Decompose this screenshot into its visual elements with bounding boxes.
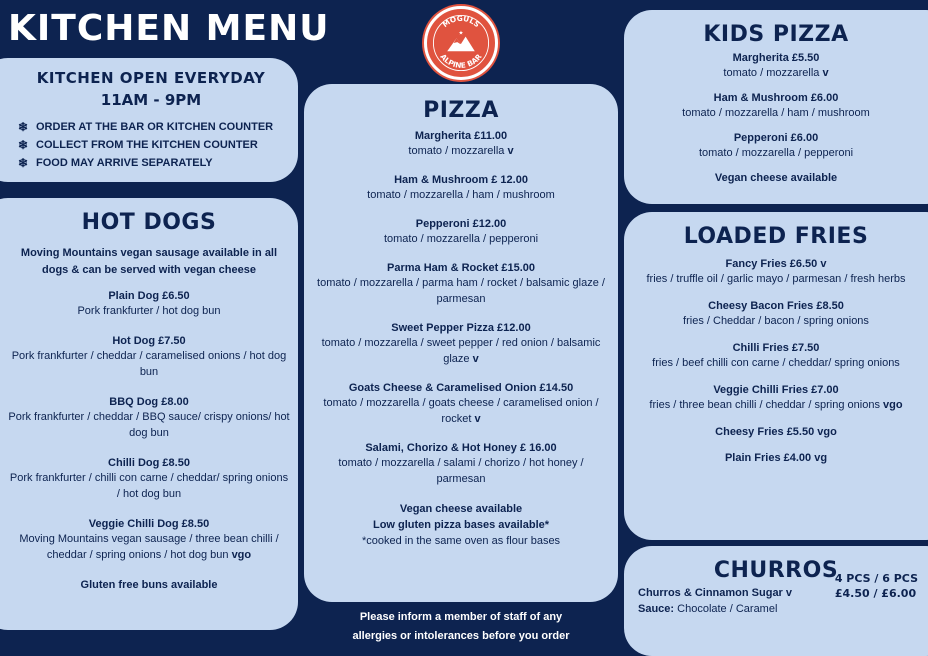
item-desc: tomato / mozzarella / sweet pepper / red onion / balsamic glaze v bbox=[321, 337, 601, 365]
churros-prices: £4.50 / £6.00 bbox=[834, 587, 917, 600]
diet-tag: v bbox=[507, 145, 514, 157]
item-name: BBQ Dog £8.00 bbox=[109, 396, 189, 408]
svg-text:ALPINE BAR bbox=[439, 52, 484, 70]
vegan-cheese-note: Vegan cheese available bbox=[399, 503, 523, 515]
low-gluten-note: Low gluten pizza bases available* bbox=[372, 519, 550, 531]
item-name: Pepperoni £12.00 bbox=[415, 218, 507, 230]
menu-item bbox=[634, 51, 918, 81]
pizza-panel bbox=[304, 84, 618, 602]
menu-item bbox=[314, 381, 608, 427]
menu-item bbox=[314, 441, 608, 487]
menu-item bbox=[634, 131, 918, 161]
logo-bottom-text: ALPINE BAR bbox=[438, 52, 484, 70]
item-name: Hot Dog £7.50 bbox=[112, 335, 186, 347]
kids-pizza-panel bbox=[624, 10, 928, 204]
diet-tag: v bbox=[472, 353, 479, 365]
item-desc: tomato / mozzarella v bbox=[723, 67, 829, 79]
item-name: Margherita £5.50 bbox=[732, 52, 820, 64]
diet-tag: vgo bbox=[883, 399, 903, 411]
item-desc: tomato / mozzarella / pepperoni bbox=[383, 233, 539, 245]
menu-item bbox=[314, 129, 608, 159]
item-name: Goats Cheese & Caramelised Onion £14.50 bbox=[348, 382, 574, 394]
item-name: Plain Fries £4.00 vg bbox=[724, 452, 828, 464]
menu-item bbox=[634, 257, 918, 287]
menu-item bbox=[8, 456, 290, 502]
kitchen-open-heading: KITCHEN OPEN EVERYDAY bbox=[36, 69, 266, 87]
item-name: Cheesy Bacon Fries £8.50 bbox=[708, 300, 844, 312]
item-desc: tomato / mozzarella / ham / mushroom bbox=[682, 107, 870, 119]
menu-item bbox=[314, 217, 608, 247]
menu-item bbox=[8, 334, 290, 380]
menu-item bbox=[634, 451, 918, 465]
item-desc: fries / Cheddar / bacon / spring onions bbox=[683, 315, 869, 327]
menu-title: KITCHEN MENU bbox=[8, 8, 330, 49]
item-desc: tomato / mozzarella / goats cheese / caramelised onion / rocket v bbox=[323, 397, 599, 425]
menu-item bbox=[314, 261, 608, 307]
oven-note: *cooked in the same oven as flour bases bbox=[361, 535, 561, 547]
loaded-fries-panel bbox=[624, 212, 928, 540]
item-name: Salami, Chorizo & Hot Honey £ 16.00 bbox=[365, 442, 557, 454]
kids-pizza-heading: KIDS PIZZA bbox=[703, 22, 849, 47]
menu-item bbox=[314, 173, 608, 203]
menu-item bbox=[314, 321, 608, 367]
item-desc: fries / beef chilli con carne / cheddar/ spring onions bbox=[652, 357, 900, 369]
snowflake-icon: ❄ bbox=[17, 120, 29, 134]
info-bullet: ❄ ORDER AT THE BAR OR KITCHEN COUNTER bbox=[17, 120, 274, 134]
churros-panel bbox=[624, 546, 928, 656]
item-desc: tomato / mozzarella / salami / chorizo / hot honey / parmesan bbox=[338, 457, 584, 485]
item-name: Fancy Fries £6.50 v bbox=[725, 258, 827, 270]
item-desc: tomato / mozzarella / ham / mushroom bbox=[367, 189, 555, 201]
item-desc: Moving Mountains vegan sausage / three bean chilli / cheddar / spring onions / hot dog bun vgo bbox=[19, 533, 279, 561]
logo-top-text: MOGULS bbox=[440, 13, 482, 30]
kids-vegan-note: Vegan cheese available bbox=[714, 172, 838, 184]
item-desc: tomato / mozzarella / parma ham / rocket / balsamic glaze / parmesan bbox=[317, 277, 605, 305]
item-desc: Pork frankfurter / cheddar / BBQ sauce/ crispy onions/ hot dog bun bbox=[8, 411, 290, 439]
menu-item bbox=[8, 517, 290, 563]
kitchen-info-panel bbox=[0, 58, 298, 182]
svg-text:★: ★ bbox=[458, 30, 464, 37]
pizza-heading: PIZZA bbox=[423, 98, 499, 123]
allergy-notice: Please inform a member of staff of any allergies or intolerances before you order bbox=[352, 611, 570, 642]
item-desc: fries / truffle oil / garlic mayo / parmesan / fresh herbs bbox=[646, 273, 906, 285]
churros-heading: CHURROS bbox=[713, 558, 839, 583]
item-desc: Pork frankfurter / cheddar / caramelised onions / hot dog bun bbox=[11, 350, 287, 378]
gluten-free-note: Gluten free buns available bbox=[80, 579, 218, 591]
kitchen-hours: 11AM - 9PM bbox=[100, 91, 202, 109]
item-name: Veggie Chilli Fries £7.00 bbox=[713, 384, 839, 396]
churros-item-name: Churros & Cinnamon Sugar v bbox=[638, 587, 793, 599]
menu-item bbox=[8, 395, 290, 441]
menu-item bbox=[634, 91, 918, 121]
snowflake-icon: ❄ bbox=[17, 156, 29, 170]
hot-dogs-note: Moving Mountains vegan sausage available in all dogs & can be served with vegan cheese bbox=[20, 247, 278, 276]
info-bullet: ❄ COLLECT FROM THE KITCHEN COUNTER bbox=[17, 138, 258, 152]
item-name: Margherita £11.00 bbox=[414, 130, 508, 142]
item-name: Parma Ham & Rocket £15.00 bbox=[387, 262, 535, 274]
loaded-fries-heading: LOADED FRIES bbox=[683, 224, 869, 249]
churros-sizes: 4 PCS / 6 PCS bbox=[834, 572, 918, 585]
diet-tag: vgo bbox=[231, 549, 252, 561]
menu-item bbox=[634, 383, 918, 413]
item-desc: Pork frankfurter / chilli con carne / cheddar/ spring onions / hot dog bun bbox=[9, 472, 289, 500]
item-desc: tomato / mozzarella v bbox=[408, 145, 514, 157]
menu-item bbox=[634, 341, 918, 371]
item-name: Chilli Dog £8.50 bbox=[108, 457, 190, 469]
item-desc: Pork frankfurter / hot dog bun bbox=[77, 305, 221, 317]
item-name: Ham & Mushroom £ 12.00 bbox=[394, 174, 528, 186]
mountain-icon bbox=[427, 9, 495, 77]
item-name: Chilli Fries £7.50 bbox=[732, 342, 820, 354]
menu-item bbox=[634, 425, 918, 439]
item-desc: fries / three bean chilli / cheddar / spring onions vgo bbox=[649, 399, 903, 411]
hot-dogs-heading: HOT DOGS bbox=[81, 210, 217, 235]
item-name: Veggie Chilli Dog £8.50 bbox=[88, 518, 210, 530]
menu-item bbox=[634, 299, 918, 329]
moguls-logo bbox=[424, 6, 498, 80]
item-name: Plain Dog £6.50 bbox=[108, 290, 190, 302]
item-name: Pepperoni £6.00 bbox=[733, 132, 819, 144]
svg-text:MOGULS bbox=[441, 14, 482, 29]
churros-sauce: Sauce: Chocolate / Caramel bbox=[638, 603, 778, 615]
item-desc: tomato / mozzarella / pepperoni bbox=[698, 147, 854, 159]
item-name: Sweet Pepper Pizza £12.00 bbox=[391, 322, 531, 334]
item-name: Ham & Mushroom £6.00 bbox=[713, 92, 839, 104]
hot-dogs-panel bbox=[0, 198, 298, 630]
info-bullet: ❄ FOOD MAY ARRIVE SEPARATELY bbox=[17, 156, 213, 170]
diet-tag: v bbox=[822, 67, 829, 79]
diet-tag: v bbox=[474, 413, 481, 425]
snowflake-icon: ❄ bbox=[17, 138, 29, 152]
menu-item bbox=[8, 289, 290, 319]
info-list bbox=[16, 118, 286, 172]
item-name: Cheesy Fries £5.50 vgo bbox=[715, 426, 837, 438]
